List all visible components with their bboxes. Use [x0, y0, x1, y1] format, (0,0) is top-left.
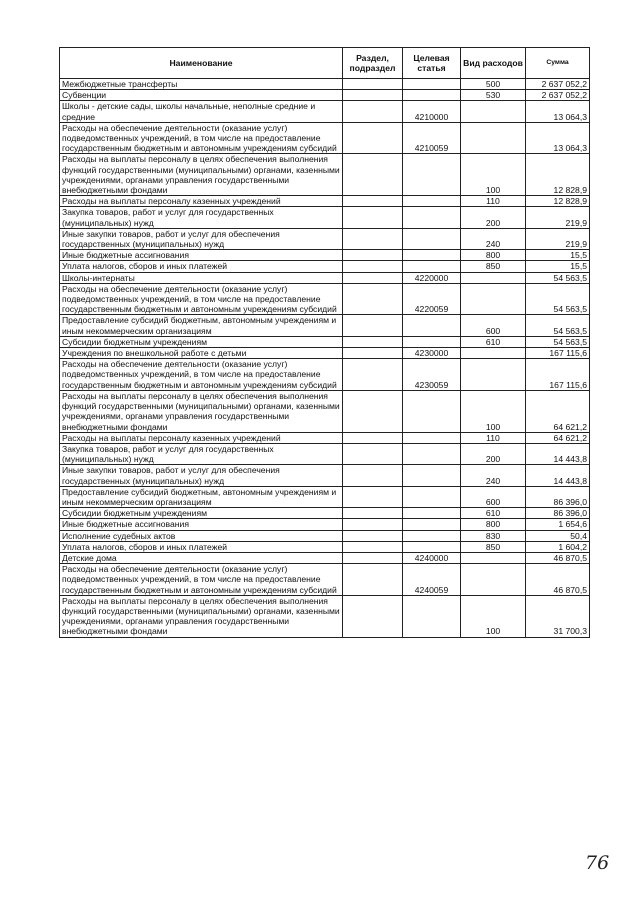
cell-sum: 219,9	[526, 207, 590, 228]
cell-sum: 64 621,2	[526, 432, 590, 443]
cell-section	[343, 250, 403, 261]
cell-section	[343, 272, 403, 283]
cell-section	[343, 90, 403, 101]
cell-name: Предоставление субсидий бюджетным, автономным учреждениям и иным некоммерческим организациям	[60, 486, 343, 507]
cell-type: 500	[461, 79, 526, 90]
cell-section	[343, 564, 403, 596]
cell-section	[343, 486, 403, 507]
table-row	[60, 508, 590, 519]
cell-name: Расходы на обеспечение деятельности (оказание услуг) подведомственных учреждений, в том числе на предоставление государственным бюджетным и автономным учреждениям субсидий	[60, 359, 343, 391]
table-row	[60, 519, 590, 530]
cell-sum: 12 828,9	[526, 154, 590, 196]
cell-target	[403, 261, 461, 272]
cell-section	[343, 315, 403, 336]
cell-target	[403, 432, 461, 443]
table-row	[60, 207, 590, 228]
cell-section	[343, 336, 403, 347]
cell-name: Расходы на выплаты персоналу казенных учреждений	[60, 432, 343, 443]
cell-type: 240	[461, 465, 526, 486]
cell-name: Иные закупки товаров, работ и услуг для обеспечения государственных (муниципальных) нужд	[60, 228, 343, 249]
cell-name: Субсидии бюджетным учреждениям	[60, 508, 343, 519]
cell-name: Закупка товаров, работ и услуг для государственных (муниципальных) нужд	[60, 443, 343, 464]
table-row	[60, 390, 590, 432]
cell-sum: 1 654,6	[526, 519, 590, 530]
cell-name: Уплата налогов, сборов и иных платежей	[60, 541, 343, 552]
table-row	[60, 359, 590, 391]
table-row	[60, 315, 590, 336]
cell-type	[461, 564, 526, 596]
cell-type: 800	[461, 519, 526, 530]
cell-name: Закупка товаров, работ и услуг для государственных (муниципальных) нужд	[60, 207, 343, 228]
cell-name: Уплата налогов, сборов и иных платежей	[60, 261, 343, 272]
cell-section	[343, 432, 403, 443]
header-target: Целевая статья	[403, 48, 461, 79]
cell-sum: 14 443,8	[526, 465, 590, 486]
cell-name: Школы-интернаты	[60, 272, 343, 283]
cell-section	[343, 465, 403, 486]
table-row	[60, 90, 590, 101]
table-row	[60, 336, 590, 347]
cell-type: 200	[461, 207, 526, 228]
cell-type: 100	[461, 154, 526, 196]
cell-target: 4210059	[403, 122, 461, 154]
cell-sum: 86 396,0	[526, 508, 590, 519]
table-row	[60, 79, 590, 90]
cell-type	[461, 101, 526, 122]
cell-name: Детские дома	[60, 552, 343, 563]
cell-name: Иные бюджетные ассигнования	[60, 519, 343, 530]
cell-target	[403, 541, 461, 552]
table-row	[60, 101, 590, 122]
cell-sum: 64 621,2	[526, 390, 590, 432]
cell-sum: 54 563,5	[526, 336, 590, 347]
budget-table-container	[59, 47, 589, 638]
table-row	[60, 228, 590, 249]
table-row	[60, 272, 590, 283]
cell-type: 600	[461, 315, 526, 336]
cell-type: 610	[461, 336, 526, 347]
cell-section	[343, 595, 403, 637]
table-row	[60, 443, 590, 464]
cell-target: 4220000	[403, 272, 461, 283]
cell-name: Иные закупки товаров, работ и услуг для обеспечения государственных (муниципальных) нужд	[60, 465, 343, 486]
cell-target	[403, 486, 461, 507]
cell-target	[403, 228, 461, 249]
table-row	[60, 154, 590, 196]
cell-type: 200	[461, 443, 526, 464]
page-number: 76	[585, 852, 610, 874]
cell-type: 100	[461, 390, 526, 432]
cell-section	[343, 283, 403, 315]
cell-section	[343, 79, 403, 90]
table-row	[60, 595, 590, 637]
cell-target: 4210000	[403, 101, 461, 122]
cell-name: Учреждения по внешкольной работе с детьми	[60, 348, 343, 359]
cell-sum: 167 115,6	[526, 359, 590, 391]
cell-target	[403, 390, 461, 432]
cell-section	[343, 101, 403, 122]
cell-sum: 46 870,5	[526, 552, 590, 563]
cell-type	[461, 348, 526, 359]
cell-sum: 15,5	[526, 250, 590, 261]
cell-target	[403, 250, 461, 261]
table-row	[60, 530, 590, 541]
cell-name: Исполнение судебных актов	[60, 530, 343, 541]
cell-section	[343, 196, 403, 207]
cell-target	[403, 519, 461, 530]
table-row	[60, 552, 590, 563]
table-row	[60, 486, 590, 507]
header-name: Наименование	[60, 48, 343, 79]
cell-target	[403, 508, 461, 519]
cell-name: Межбюджетные трансферты	[60, 79, 343, 90]
cell-target	[403, 90, 461, 101]
cell-name: Субвенции	[60, 90, 343, 101]
cell-sum: 15,5	[526, 261, 590, 272]
header-sum: Сумма	[526, 48, 590, 79]
cell-target	[403, 196, 461, 207]
cell-section	[343, 530, 403, 541]
table-row	[60, 261, 590, 272]
cell-target	[403, 530, 461, 541]
table-row	[60, 283, 590, 315]
cell-name: Расходы на выплаты персоналу в целях обеспечения выполнения функций государственными (муниципальными) органами, казенными учреждениями, органами управления государственными внебюджетными фондами	[60, 390, 343, 432]
cell-target	[403, 207, 461, 228]
table-row	[60, 196, 590, 207]
cell-target	[403, 443, 461, 464]
cell-sum: 13 064,3	[526, 101, 590, 122]
cell-type: 850	[461, 541, 526, 552]
cell-sum: 13 064,3	[526, 122, 590, 154]
table-row	[60, 541, 590, 552]
cell-name: Расходы на выплаты персоналу в целях обеспечения выполнения функций государственными (муниципальными) органами, казенными учреждениями, органами управления государственными внебюджетными фондами	[60, 595, 343, 637]
cell-section	[343, 261, 403, 272]
cell-section	[343, 443, 403, 464]
cell-sum: 1 604,2	[526, 541, 590, 552]
cell-target	[403, 79, 461, 90]
cell-type: 110	[461, 196, 526, 207]
cell-section	[343, 359, 403, 391]
cell-target	[403, 336, 461, 347]
cell-section	[343, 207, 403, 228]
cell-section	[343, 228, 403, 249]
cell-name: Предоставление субсидий бюджетным, автономным учреждениям и иным некоммерческим организациям	[60, 315, 343, 336]
cell-type: 800	[461, 250, 526, 261]
cell-type	[461, 359, 526, 391]
cell-type: 530	[461, 90, 526, 101]
cell-sum: 219,9	[526, 228, 590, 249]
header-section: Раздел, подраздел	[343, 48, 403, 79]
cell-sum: 54 563,5	[526, 272, 590, 283]
cell-sum: 50,4	[526, 530, 590, 541]
table-row	[60, 564, 590, 596]
cell-name: Школы - детские сады, школы начальные, неполные средние и средние	[60, 101, 343, 122]
cell-type	[461, 283, 526, 315]
cell-section	[343, 519, 403, 530]
table-row	[60, 122, 590, 154]
cell-target	[403, 595, 461, 637]
cell-type: 830	[461, 530, 526, 541]
cell-name: Иные бюджетные ассигнования	[60, 250, 343, 261]
cell-target: 4230059	[403, 359, 461, 391]
cell-target: 4220059	[403, 283, 461, 315]
cell-type: 850	[461, 261, 526, 272]
cell-sum: 86 396,0	[526, 486, 590, 507]
cell-sum: 2 637 052,2	[526, 90, 590, 101]
cell-name: Расходы на выплаты персоналу в целях обеспечения выполнения функций государственными (муниципальными) органами, казенными учреждениями, органами управления государственными внебюджетными фондами	[60, 154, 343, 196]
header-type: Вид расходов	[461, 48, 526, 79]
cell-sum: 54 563,5	[526, 283, 590, 315]
cell-type: 610	[461, 508, 526, 519]
cell-type: 240	[461, 228, 526, 249]
cell-target	[403, 465, 461, 486]
cell-target: 4240059	[403, 564, 461, 596]
cell-type	[461, 272, 526, 283]
cell-type: 100	[461, 595, 526, 637]
cell-section	[343, 348, 403, 359]
cell-name: Расходы на обеспечение деятельности (оказание услуг) подведомственных учреждений, в том числе на предоставление государственным бюджетным и автономным учреждениям субсидий	[60, 122, 343, 154]
cell-section	[343, 122, 403, 154]
cell-sum: 46 870,5	[526, 564, 590, 596]
cell-target: 4240000	[403, 552, 461, 563]
cell-type: 110	[461, 432, 526, 443]
table-row	[60, 250, 590, 261]
budget-table	[59, 47, 590, 638]
cell-target	[403, 154, 461, 196]
table-row	[60, 465, 590, 486]
cell-target: 4230000	[403, 348, 461, 359]
cell-sum: 167 115,6	[526, 348, 590, 359]
table-row	[60, 348, 590, 359]
cell-sum: 12 828,9	[526, 196, 590, 207]
cell-name: Расходы на обеспечение деятельности (оказание услуг) подведомственных учреждений, в том числе на предоставление государственным бюджетным и автономным учреждениям субсидий	[60, 283, 343, 315]
cell-name: Расходы на обеспечение деятельности (оказание услуг) подведомственных учреждений, в том числе на предоставление государственным бюджетным и автономным учреждениям субсидий	[60, 564, 343, 596]
cell-section	[343, 552, 403, 563]
cell-section	[343, 390, 403, 432]
cell-sum: 54 563,5	[526, 315, 590, 336]
cell-name: Субсидии бюджетным учреждениям	[60, 336, 343, 347]
cell-section	[343, 154, 403, 196]
cell-sum: 31 700,3	[526, 595, 590, 637]
cell-target	[403, 315, 461, 336]
cell-sum: 2 637 052,2	[526, 79, 590, 90]
cell-section	[343, 508, 403, 519]
table-body	[60, 79, 590, 638]
cell-sum: 14 443,8	[526, 443, 590, 464]
cell-name: Расходы на выплаты персоналу казенных учреждений	[60, 196, 343, 207]
table-row	[60, 432, 590, 443]
cell-type: 600	[461, 486, 526, 507]
cell-section	[343, 541, 403, 552]
cell-type	[461, 552, 526, 563]
cell-type	[461, 122, 526, 154]
header-row	[60, 48, 590, 79]
